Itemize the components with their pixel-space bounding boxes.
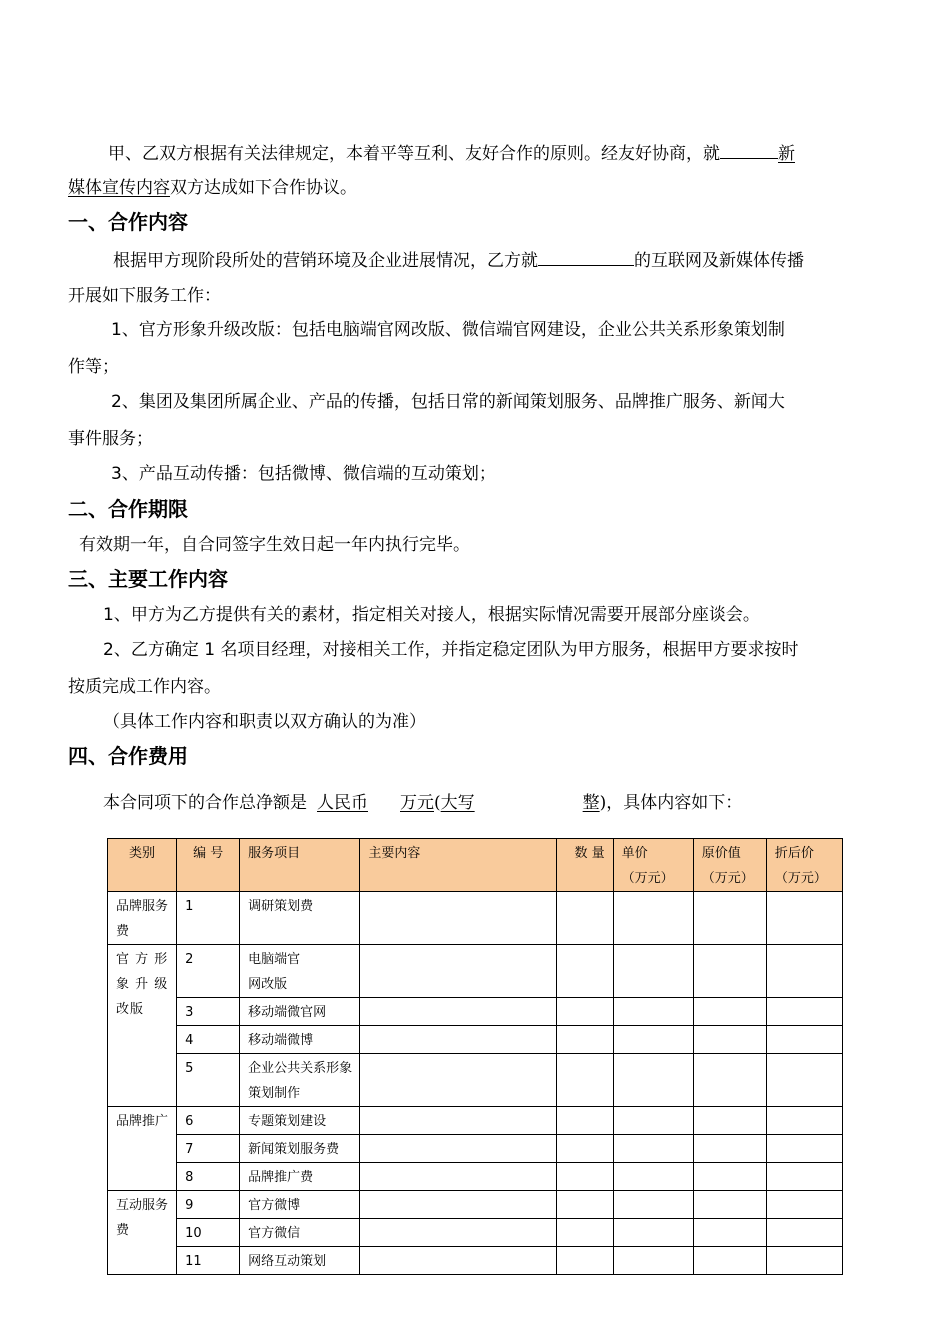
category-cell: 品牌推广 [108, 1107, 177, 1191]
qty-cell [556, 892, 613, 945]
disc-price-cell [766, 1247, 842, 1275]
section1-item-1-cont: 作等； [68, 357, 119, 377]
section3-note: （具体工作内容和职责以双方确认的为准） [103, 712, 426, 732]
fee-line [103, 793, 918, 813]
disc-price-cell [766, 1054, 842, 1107]
fee-paren: ( [434, 793, 441, 813]
no-cell: 3 [177, 998, 240, 1026]
content-cell [360, 1135, 556, 1163]
orig-price-cell [693, 1191, 766, 1219]
item-cell: 官方微博 [240, 1191, 360, 1219]
no-cell: 5 [177, 1054, 240, 1107]
item-cell: 移动端微官网 [240, 998, 360, 1026]
orig-price-cell [693, 1247, 766, 1275]
table-row [108, 998, 843, 1026]
header-orig-price [693, 839, 766, 892]
qty-cell [556, 1191, 613, 1219]
orig-price-cell [693, 1107, 766, 1135]
qty-cell [556, 1163, 613, 1191]
table-header-row [108, 839, 843, 892]
item-cell: 品牌推广费 [240, 1163, 360, 1191]
header-item: 服务项目 [240, 839, 360, 892]
intro-text-2: 双方达成如下合作协议。 [170, 178, 357, 198]
table-row [108, 945, 843, 998]
item-cell: 新闻策划服务费 [240, 1135, 360, 1163]
section1-blank [538, 249, 634, 266]
table-row [108, 1163, 843, 1191]
item-cell: 网络互动策划 [240, 1247, 360, 1275]
section3-heading: 三、主要工作内容 [68, 567, 228, 591]
item-cell: 专题策划建设 [240, 1107, 360, 1135]
section4-heading: 四、合作费用 [68, 744, 188, 768]
orig-price-cell [693, 945, 766, 998]
content-cell [360, 1054, 556, 1107]
header-orig-price-a: 原价值 [701, 846, 741, 861]
unit-price-cell [613, 1054, 693, 1107]
content-cell [360, 892, 556, 945]
qty-cell [556, 1054, 613, 1107]
section1-para-line-2: 开展如下服务工作： [68, 286, 221, 306]
header-disc-price-b: （万元） [774, 871, 827, 886]
content-cell [360, 998, 556, 1026]
disc-price-cell [766, 945, 842, 998]
fee-table [107, 838, 843, 1275]
fee-text: 本合同项下的合作总净额是 [103, 793, 307, 813]
orig-price-cell [693, 1219, 766, 1247]
table-row [108, 892, 843, 945]
qty-cell [556, 1107, 613, 1135]
header-disc-price [766, 839, 842, 892]
section3-item-2-cont: 按质完成工作内容。 [68, 677, 221, 697]
no-cell: 6 [177, 1107, 240, 1135]
header-category: 类别 [108, 839, 177, 892]
orig-price-cell [693, 998, 766, 1026]
category-cell: 品牌服务费 [108, 892, 177, 945]
disc-price-cell [766, 892, 842, 945]
table-row [108, 1191, 843, 1219]
header-unit-price [613, 839, 693, 892]
no-cell: 1 [177, 892, 240, 945]
disc-price-cell [766, 1191, 842, 1219]
qty-cell [556, 1219, 613, 1247]
content-cell [360, 1026, 556, 1054]
section1-para-line-1 [113, 249, 883, 271]
no-cell: 9 [177, 1191, 240, 1219]
disc-price-cell [766, 998, 842, 1026]
section2-heading: 二、合作期限 [68, 497, 188, 521]
orig-price-cell [693, 1026, 766, 1054]
content-cell [360, 945, 556, 998]
unit-price-cell [613, 1107, 693, 1135]
section2-text: 有效期一年，自合同签字生效日起一年内执行完毕。 [79, 535, 470, 555]
disc-price-cell [766, 1107, 842, 1135]
qty-cell [556, 1247, 613, 1275]
table-row [108, 1107, 843, 1135]
table-row [108, 1247, 843, 1275]
qty-cell [556, 1135, 613, 1163]
no-cell: 4 [177, 1026, 240, 1054]
section1-para-b: 的互联网及新媒体传播 [634, 251, 804, 271]
header-qty: 数 量 [556, 839, 613, 892]
header-unit-price-b: （万元） [621, 871, 674, 886]
unit-price-cell [613, 1191, 693, 1219]
disc-price-cell [766, 1163, 842, 1191]
header-unit-price-a: 单价 [621, 846, 648, 861]
qty-cell [556, 998, 613, 1026]
orig-price-cell [693, 892, 766, 945]
item-cell: 电脑端官网改版 [240, 945, 360, 998]
disc-price-cell [766, 1026, 842, 1054]
qty-cell [556, 945, 613, 998]
unit-price-cell [613, 1135, 693, 1163]
disc-price-cell [766, 1219, 842, 1247]
unit-price-cell [613, 892, 693, 945]
header-orig-price-b: （万元） [701, 871, 754, 886]
section3-item-2: 2、乙方确定 1 名项目经理，对接相关工作，并指定稳定团队为甲方服务，根据甲方要求按时 [103, 640, 799, 660]
content-cell [360, 1219, 556, 1247]
fee-end: )，具体内容如下： [599, 793, 743, 813]
item-cell: 官方微信 [240, 1219, 360, 1247]
table-row [108, 1026, 843, 1054]
no-cell: 11 [177, 1247, 240, 1275]
content-cell [360, 1163, 556, 1191]
section1-item-3: 3、产品互动传播：包括微博、微信端的互动策划； [111, 464, 496, 484]
fee-unit: 万元 [400, 793, 434, 813]
intro-line-2 [68, 178, 883, 198]
no-cell: 2 [177, 945, 240, 998]
header-no: 编 号 [177, 839, 240, 892]
disc-price-cell [766, 1135, 842, 1163]
table-row [108, 1054, 843, 1107]
fee-daxie: 大写 [440, 793, 475, 813]
table-row [108, 1135, 843, 1163]
table-row [108, 1219, 843, 1247]
intro-text: 甲、乙双方根据有关法律规定，本着平等互利、友好合作的原则。经友好协商，就 [108, 144, 720, 164]
unit-price-cell [613, 998, 693, 1026]
intro-line-1 [108, 142, 883, 164]
intro-fill-1: 新 [778, 144, 795, 164]
qty-cell [556, 1026, 613, 1054]
header-content: 主要内容 [360, 839, 556, 892]
section1-heading: 一、合作内容 [68, 210, 188, 234]
item-cell: 移动端微博 [240, 1026, 360, 1054]
section1-item-2-cont: 事件服务； [68, 429, 153, 449]
intro-fill-2: 媒体宣传内容 [68, 178, 170, 198]
intro-blank [720, 142, 778, 159]
fee-zheng: 整 [582, 793, 600, 813]
unit-price-cell [613, 1163, 693, 1191]
orig-price-cell [693, 1163, 766, 1191]
category-cell: 互动服务费 [108, 1191, 177, 1275]
content-cell [360, 1247, 556, 1275]
section1-para-a: 根据甲方现阶段所处的营销环境及企业进展情况，乙方就 [113, 251, 538, 271]
no-cell: 8 [177, 1163, 240, 1191]
no-cell: 7 [177, 1135, 240, 1163]
category-cell: 官 方 形 象 升 级 改版 [108, 945, 177, 1107]
section3-item-1: 1、甲方为乙方提供有关的素材，指定相关对接人，根据实际情况需要开展部分座谈会。 [103, 605, 760, 625]
content-cell [360, 1191, 556, 1219]
section1-item-1: 1、官方形象升级改版：包括电脑端官网改版、微信端官网建设，企业公共关系形象策划制 [111, 320, 785, 340]
fee-rmb: 人民币 [317, 793, 368, 813]
header-disc-price-a: 折后价 [774, 846, 814, 861]
content-cell [360, 1107, 556, 1135]
no-cell: 10 [177, 1219, 240, 1247]
unit-price-cell [613, 1026, 693, 1054]
item-cell: 企业公共关系形象策划制作 [240, 1054, 360, 1107]
unit-price-cell [613, 945, 693, 998]
item-cell: 调研策划费 [240, 892, 360, 945]
orig-price-cell [693, 1054, 766, 1107]
orig-price-cell [693, 1135, 766, 1163]
unit-price-cell [613, 1219, 693, 1247]
section1-item-2: 2、集团及集团所属企业、产品的传播，包括日常的新闻策划服务、品牌推广服务、新闻大 [111, 392, 785, 412]
unit-price-cell [613, 1247, 693, 1275]
